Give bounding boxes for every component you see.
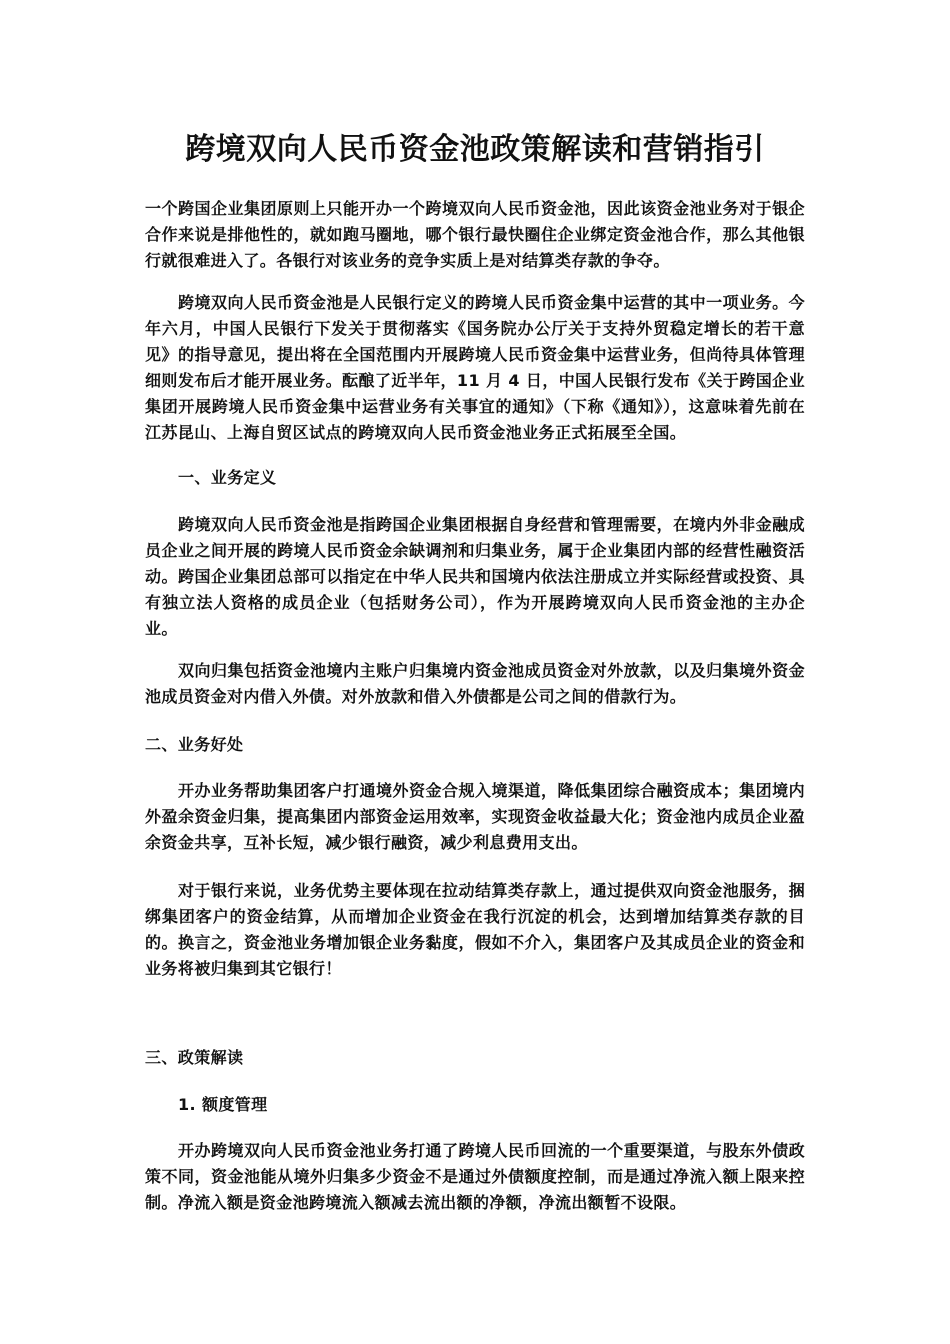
page-title: 跨境双向人民币资金池政策解读和营销指引: [185, 132, 765, 167]
section-heading-benefits: 二、业务好处: [145, 735, 244, 754]
section-heading-definition: 一、业务定义: [178, 468, 277, 487]
background-paragraph: 跨境双向人民币资金池是人民银行定义的跨境人民币资金集中运营的其中一项业务。今年六月，中国人民银行下发关于贯彻落实《国务院办公厅关于支持外贸稳定增长的若干意见》的指导意见，提出将在全国范围内开展跨境人民币资金集中运营业务，但尚待具体管理细则发布后才能开展业务。酝酿了近半年，11 月 4 日，中国人民银行发布《关于跨国企业集团开展跨境人民币资金集中运营业务有关事宜的通知》（下称《通知》），这意味着先前在江苏昆山、上海自贸区试点的跨境双向人民币资金池业务正式拓展至全国。: [145, 293, 805, 442]
section-heading-policy: 三、政策解读: [145, 1048, 244, 1067]
bidirectional-paragraph: 双向归集包括资金池境内主账户归集境内资金池成员资金对外放款，以及归集境外资金池成员资金对内借入外债。对外放款和借入外债都是公司之间的借款行为。: [145, 661, 805, 706]
benefits-client-paragraph: 开办业务帮助集团客户打通境外资金合规入境渠道，降低集团综合融资成本；集团境内外盈余资金归集，提高集团内部资金运用效率，实现资金收益最大化；资金池内成员企业盈余资金共享，互补长短，减少银行融资，减少利息费用支出。: [145, 781, 805, 852]
definition-paragraph: 跨境双向人民币资金池是指跨国企业集团根据自身经营和管理需要，在境内外非金融成员企业之间开展的跨境人民币资金余缺调剂和归集业务，属于企业集团内部的经营性融资活动。跨国企业集团总部可以指定在中华人民共和国境内依法注册成立并实际经营或投资、具有独立法人资格的成员企业（包括财务公司），作为开展跨境双向人民币资金池的主办企业。: [145, 515, 805, 638]
benefits-bank-paragraph: 对于银行来说，业务优势主要体现在拉动结算类存款上，通过提供双向资金池服务，捆绑集团客户的资金结算，从而增加企业资金在我行沉淀的机会，达到增加结算类存款的目的。换言之，资金池业务增加银企业务黏度，假如不介入，集团客户及其成员企业的资金和业务将被归集到其它银行！: [145, 881, 805, 978]
subsection-heading-quota: 1. 额度管理: [178, 1095, 268, 1114]
quota-paragraph: 开办跨境双向人民币资金池业务打通了跨境人民币回流的一个重要渠道，与股东外债政策不同，资金池能从境外归集多少资金不是通过外债额度控制，而是通过净流入额上限来控制。净流入额是资金池跨境流入额减去流出额的净额，净流出额暂不设限。: [145, 1141, 805, 1212]
intro-paragraph: 一个跨国企业集团原则上只能开办一个跨境双向人民币资金池，因此该资金池业务对于银企合作来说是排他性的，就如跑马圈地，哪个银行最快圈住企业绑定资金池合作，那么其他银行就很难进入了。各银行对该业务的竞争实质上是对结算类存款的争夺。: [145, 199, 805, 270]
